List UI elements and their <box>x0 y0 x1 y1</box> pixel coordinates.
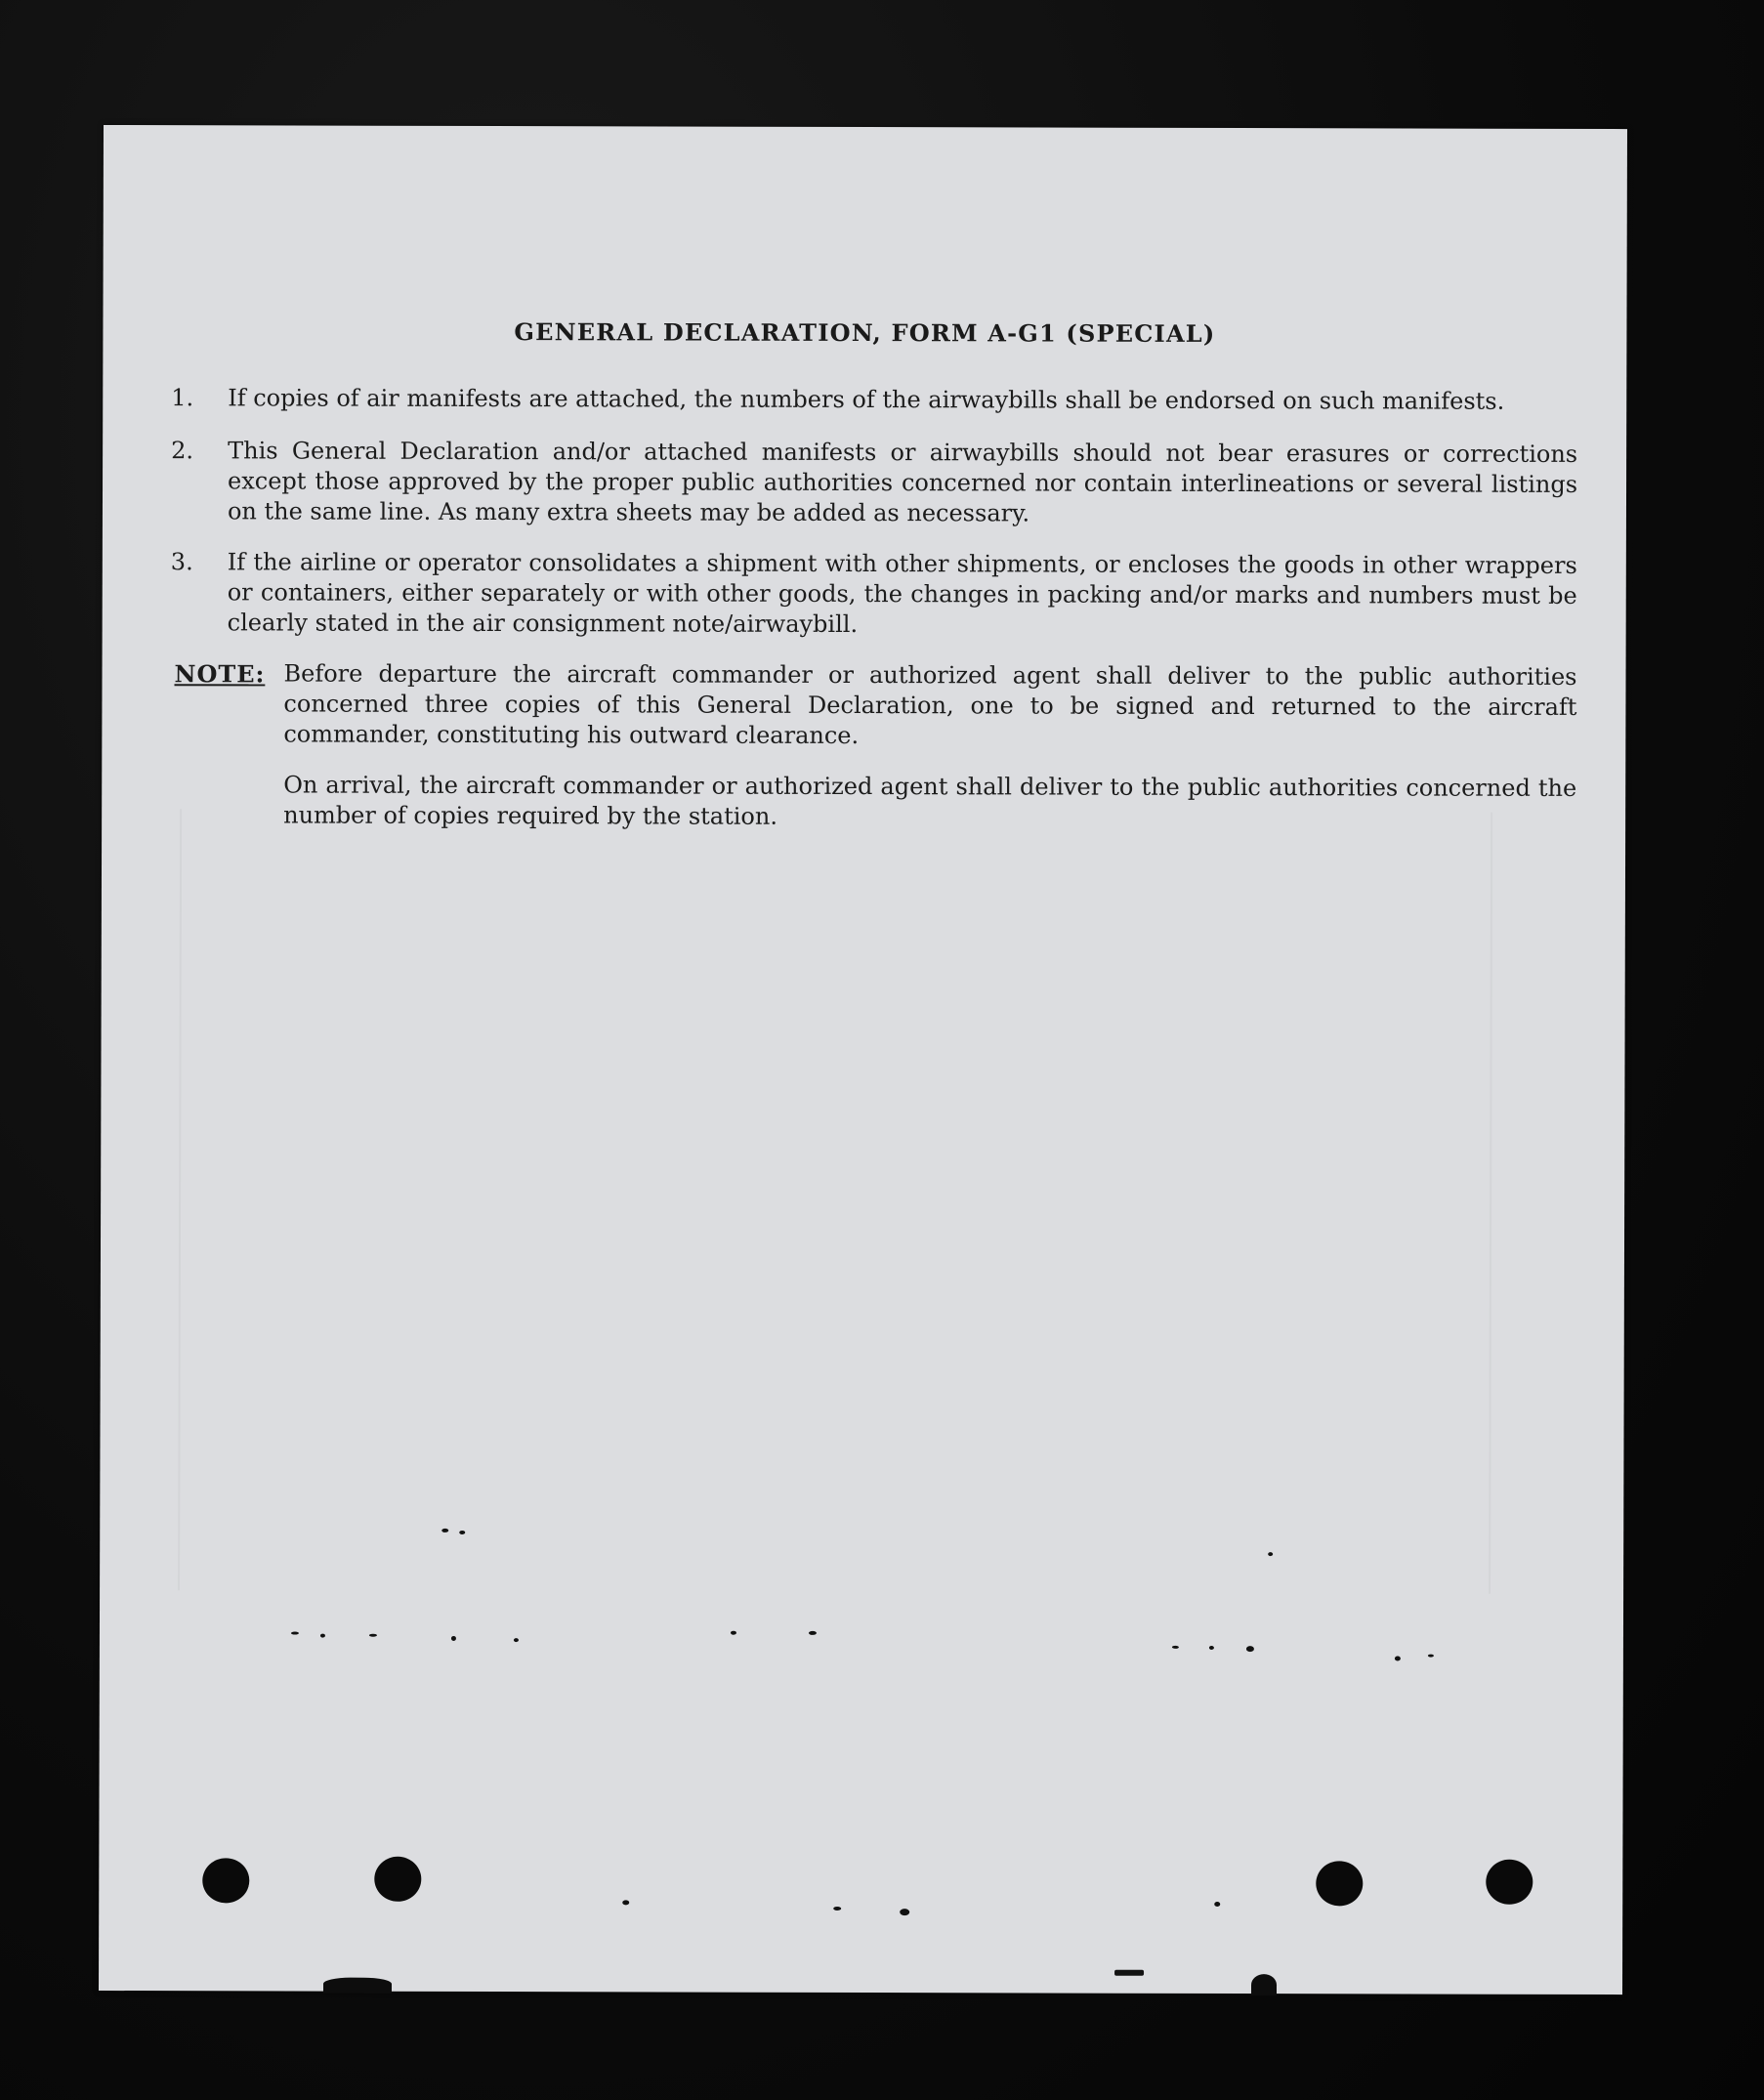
item-number: 2. <box>171 437 194 465</box>
list-item <box>171 547 1577 642</box>
document-page <box>99 125 1627 1995</box>
punch-hole <box>1316 1861 1363 1906</box>
list-item <box>171 383 1577 417</box>
punch-hole <box>202 1858 249 1903</box>
item-text: This General Declaration and/or attached manifests or airwaybills should not bear erasures or corrections except those approved by the proper public authorities concerned nor contain interlineations or several listings on the same line. As many extra sheets may be added as necessary. <box>227 437 1578 527</box>
punch-hole <box>374 1857 421 1902</box>
note-paragraph: On arrival, the aircraft commander or authorized agent shall deliver to the public authorities concerned the number of copies required by the station. <box>283 771 1577 830</box>
note-label: NOTE: <box>174 659 266 689</box>
item-text: If copies of air manifests are attached, the numbers of the airwaybills shall be endorsed on such manifests. <box>228 384 1505 415</box>
paper-tear <box>1251 1974 1277 1995</box>
item-text: If the airline or operator consolidates a shipment with other shipments, or encloses the goods in other wrappers or containers, either separately or with other goods, the changes in packing and/or marks and numbers must be clearly stated in the air consignment note/airwaybill. <box>227 548 1577 639</box>
document-title: GENERAL DECLARATION, FORM A-G1 (SPECIAL) <box>514 317 1216 348</box>
note-block <box>174 770 1576 834</box>
punch-hole <box>1486 1860 1533 1905</box>
note-block <box>174 658 1576 753</box>
item-number: 1. <box>171 384 194 412</box>
paper-tear <box>323 1978 392 1994</box>
list-item <box>171 436 1577 530</box>
item-number: 3. <box>170 548 193 576</box>
note-paragraph: Before departure the aircraft commander or authorized agent shall deliver to the public authorities concerned three copies of this General Declaration, one to be signed and returned to the aircraft commander, constituting his outward clearance. <box>283 659 1577 750</box>
